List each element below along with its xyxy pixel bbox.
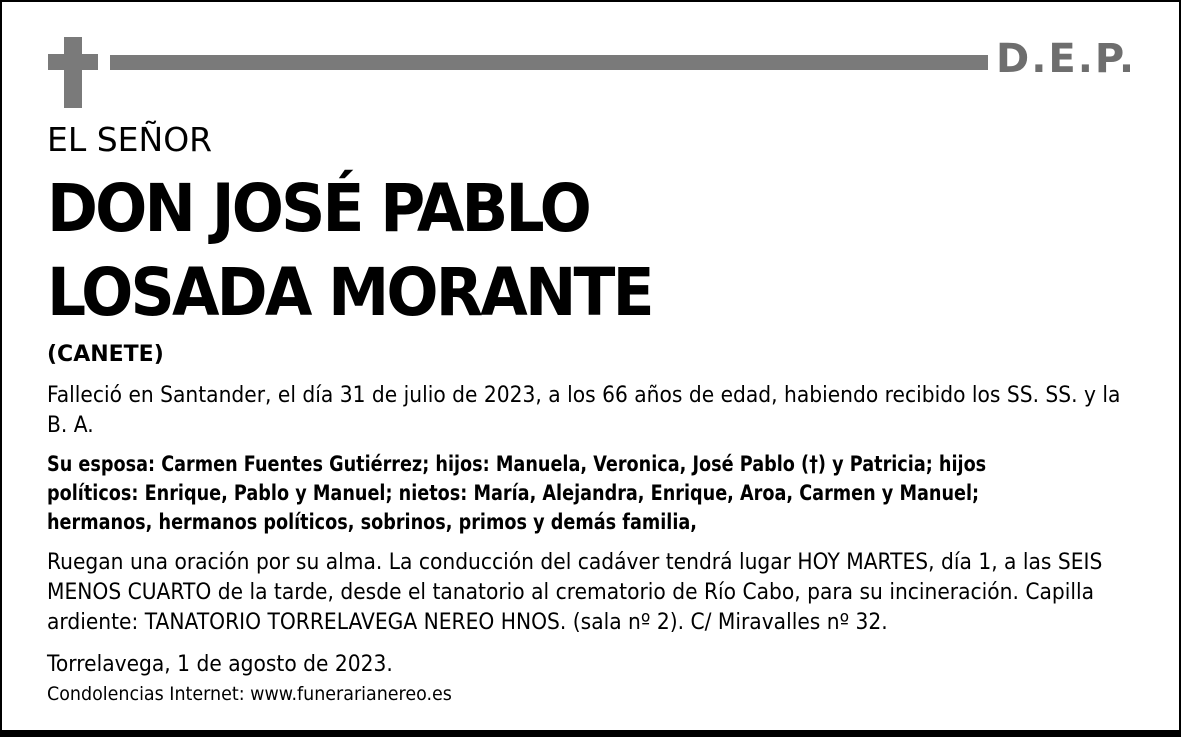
deceased-name-line-2: LOSADA MORANTE (47, 254, 652, 331)
service-paragraph: Ruegan una oración por su alma. La conducción del cadáver tendrá lugar HOY MARTES, día 1, a las SEIS MENOS CUARTO de la tarde, desde el tanatorio al crematorio de Río Cabo, para su incineración. Capilla ardiente: TANATORIO TORRELAVEGA NEREO HNOS. (sala nº 2). C/ Miravalles nº 32. (47, 550, 1103, 635)
deceased-origin: (CANETE) (47, 342, 164, 367)
death-info-paragraph: Falleció en Santander, el día 31 de julio de 2023, a los 66 años de edad, habiendo recibido los SS. SS. y la B. A. (47, 383, 1121, 438)
deceased-name-line-1: DON JOSÉ PABLO (47, 170, 590, 247)
place-date: Torrelavega, 1 de agosto de 2023. (47, 652, 393, 677)
cross-icon-bar (48, 54, 98, 70)
cross-icon (64, 37, 82, 108)
family-paragraph: Su esposa: Carmen Fuentes Gutiérrez; hijos: Manuela, Veronica, José Pablo (†) y Patricia; hijos políticos: Enrique, Pablo y Manuel; nietos: María, Alejandra, Enrique, Aroa, Carmen y Manuel; hermanos, hermanos políticos, sobrinos, primos y demás familia, (47, 452, 987, 534)
notice-title: EL SEÑOR (47, 120, 213, 159)
header-rule (110, 55, 988, 70)
dep-label: D.E.P. (996, 36, 1137, 82)
condolences-link[interactable]: Condolencias Internet: www.funerarianereo.es (47, 683, 452, 705)
